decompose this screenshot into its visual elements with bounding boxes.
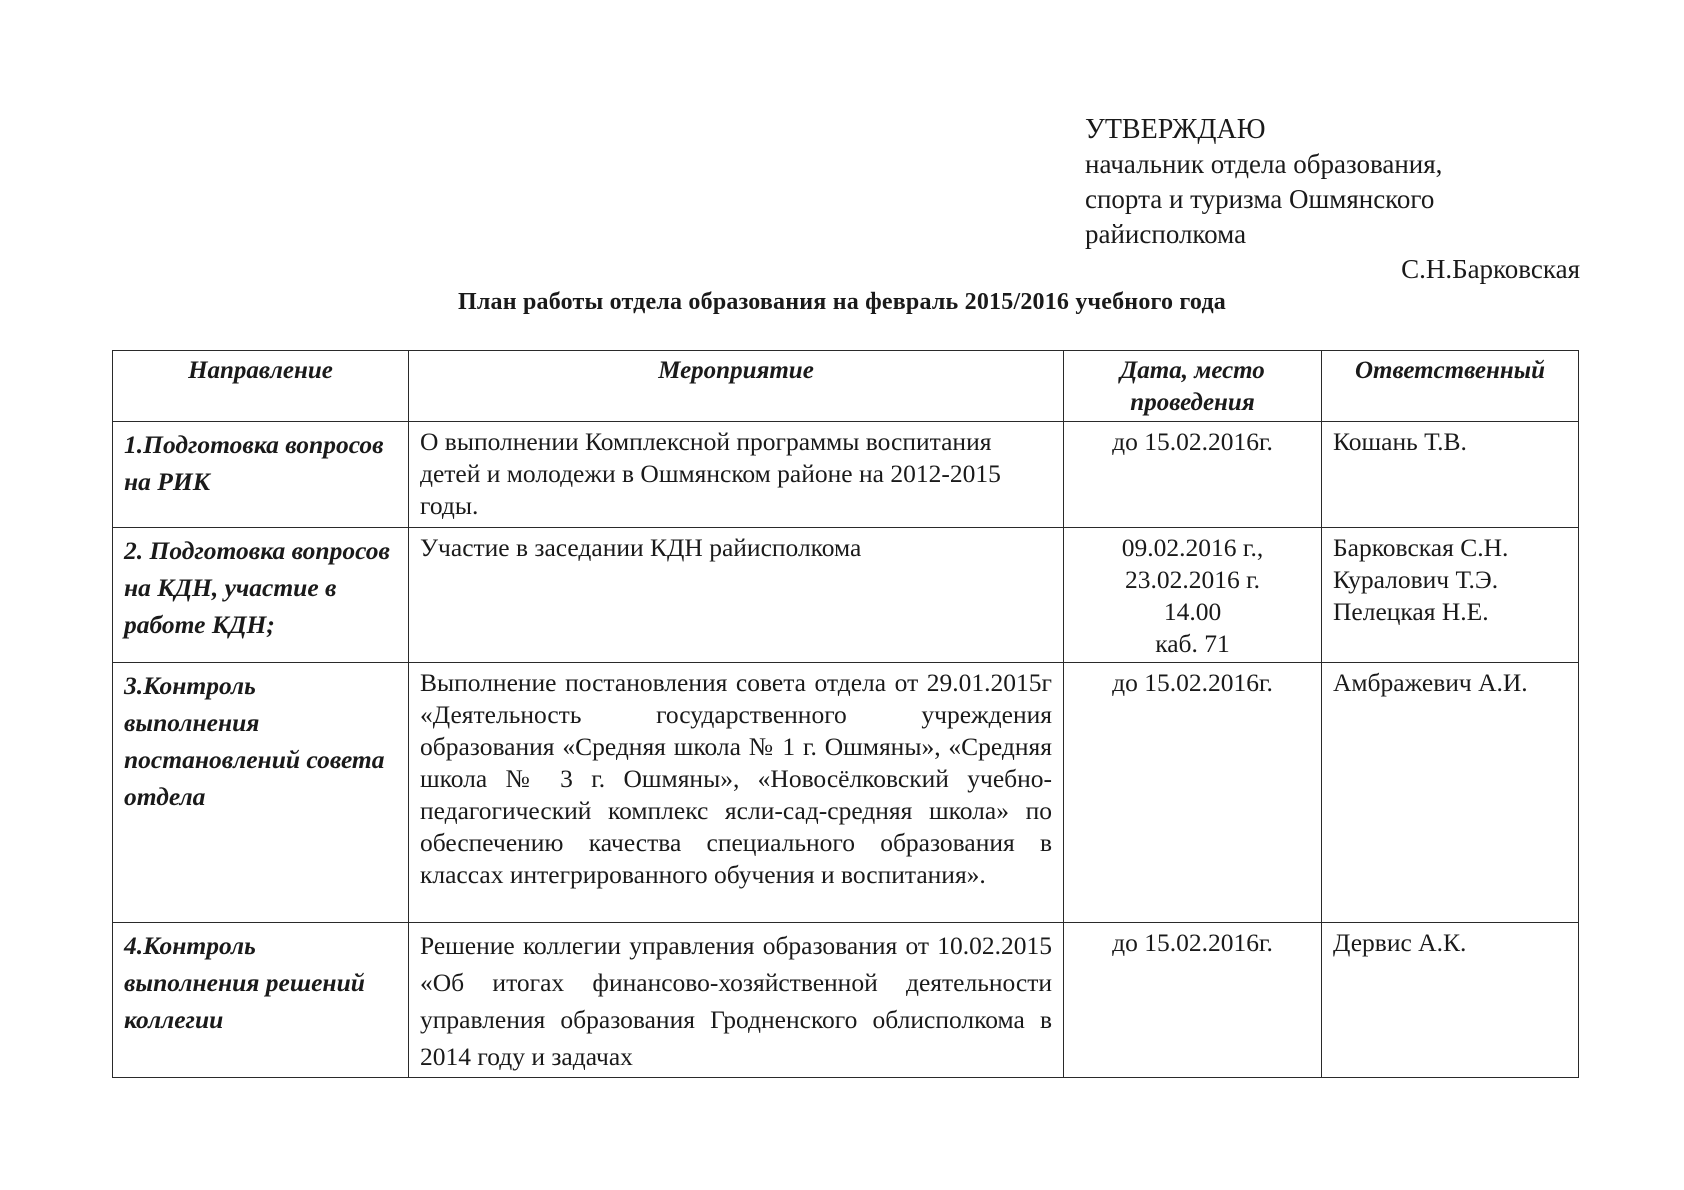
cell-date xyxy=(1064,528,1322,663)
table-row xyxy=(113,528,1579,663)
responsible-person: Кошань Т.В. xyxy=(1333,427,1467,456)
cell-event: Участие в заседании КДН райисполкома xyxy=(409,528,1064,663)
date-line: до 15.02.2016г. xyxy=(1112,668,1273,697)
plan-table xyxy=(112,350,1579,1078)
header-date: Дата, место проведения xyxy=(1064,351,1322,422)
cell-direction: 4.Контроль выполнения решений коллегии xyxy=(113,923,409,1078)
approval-position-line-1: начальник отдела образования, xyxy=(1085,149,1443,179)
cell-responsible xyxy=(1322,528,1579,663)
cell-date xyxy=(1064,923,1322,1078)
responsible-person: Амбражевич А.И. xyxy=(1333,668,1528,697)
date-line: каб. 71 xyxy=(1155,629,1230,658)
cell-event: О выполнении Комплексной программы воспитания детей и молодежи в Ошмянском районе на 2012-2015 годы. xyxy=(409,422,1064,528)
responsible-person: Барковская С.Н. xyxy=(1333,533,1509,562)
table-row xyxy=(113,923,1579,1078)
header-direction: Направление xyxy=(113,351,409,422)
cell-date xyxy=(1064,663,1322,923)
cell-event: Решение коллегии управления образования от 10.02.2015 «Об итогах финансово-хозяйственной деятельности управления образования Гродненского облисполкома в 2014 году и задачах xyxy=(409,923,1064,1078)
cell-date xyxy=(1064,422,1322,528)
date-line: 09.02.2016 г., xyxy=(1121,533,1264,562)
table-row xyxy=(113,663,1579,923)
cell-responsible xyxy=(1322,663,1579,923)
cell-responsible xyxy=(1322,422,1579,528)
approval-title: УТВЕРЖДАЮ xyxy=(1085,114,1266,145)
cell-responsible xyxy=(1322,923,1579,1078)
approval-position-line-3: райисполкома xyxy=(1085,219,1247,249)
approval-block xyxy=(1085,112,1585,287)
responsible-person: Куралович Т.Э. xyxy=(1333,565,1499,594)
date-line: до 15.02.2016г. xyxy=(1112,928,1273,957)
approval-signer: С.Н.Барковская xyxy=(1401,254,1580,284)
cell-direction: 1.Подготовка вопросов на РИК xyxy=(113,422,409,528)
responsible-person: Дервис А.К. xyxy=(1333,928,1467,957)
table-row xyxy=(113,422,1579,528)
cell-direction: 3.Контроль выполнения постановлений совета отдела xyxy=(113,663,409,923)
document-title: План работы отдела образования на февраль 2015/2016 учебного года xyxy=(458,289,1226,315)
responsible-person: Пелецкая Н.Е. xyxy=(1333,597,1489,626)
header-event: Мероприятие xyxy=(409,351,1064,422)
header-responsible: Ответственный xyxy=(1322,351,1579,422)
cell-event: Выполнение постановления совета отдела от 29.01.2015г «Деятельность государственного учреждения образования «Средняя школа № 1 г. Ошмяны», «Средняя школа № 3 г. Ошмяны», «Новосёлковский учебно-педагогический комплекс ясли-сад-средняя школа» по обеспечению качества специального образования в классах интегрированного обучения и воспитания». xyxy=(409,663,1064,923)
date-line: до 15.02.2016г. xyxy=(1112,427,1273,456)
approval-position-line-2: спорта и туризма Ошмянского xyxy=(1085,184,1435,214)
table-header-row xyxy=(113,351,1579,422)
cell-direction: 2. Подготовка вопросов на КДН, участие в работе КДН; xyxy=(113,528,409,663)
date-line: 14.00 xyxy=(1163,597,1222,626)
date-line: 23.02.2016 г. xyxy=(1124,565,1261,594)
